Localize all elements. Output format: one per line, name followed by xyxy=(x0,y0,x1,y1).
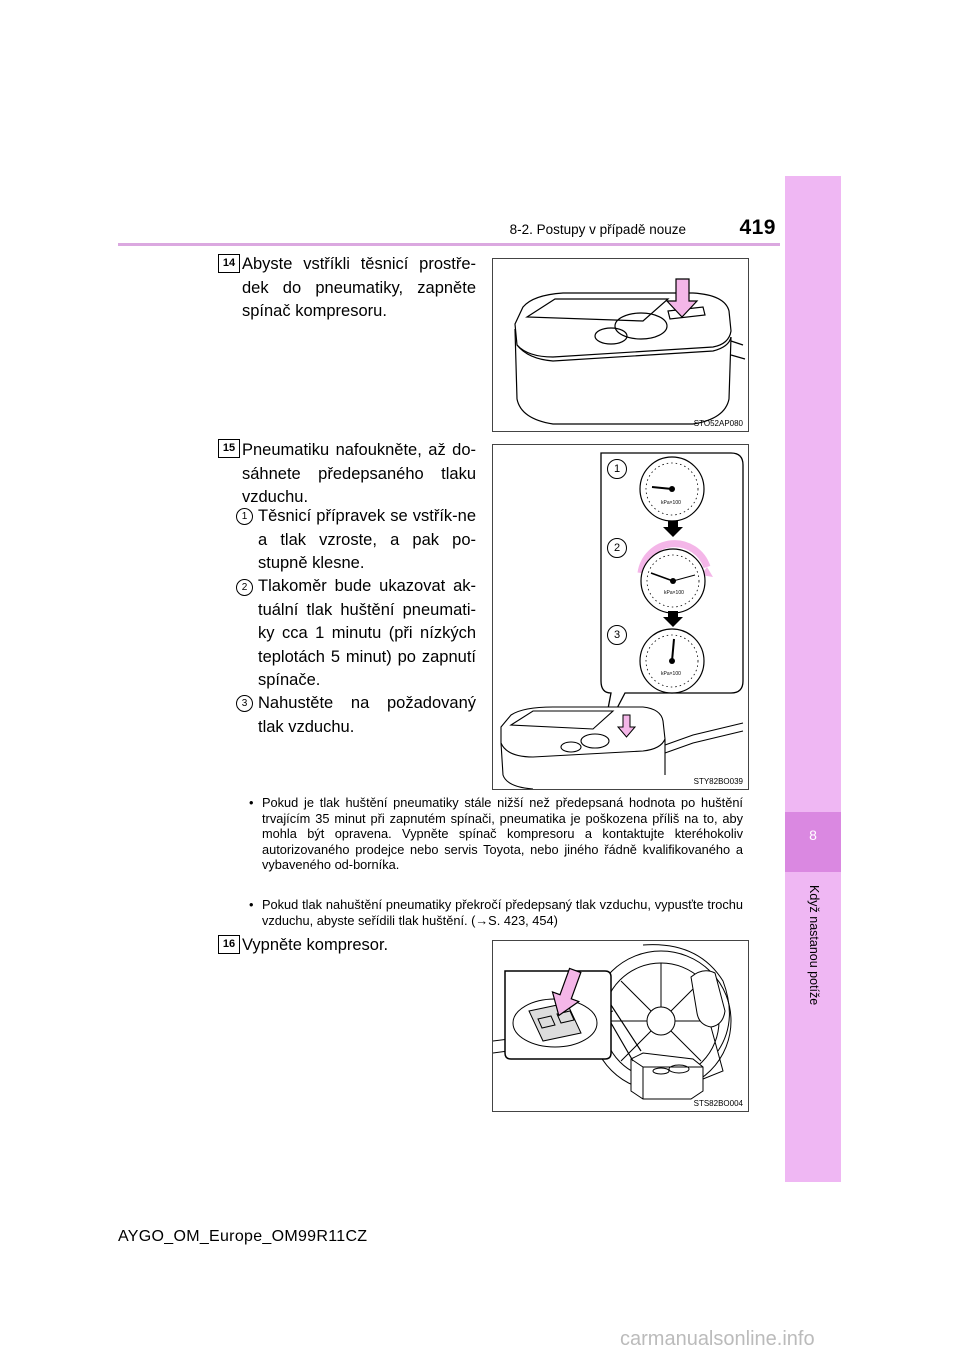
pressure-gauge-icon xyxy=(638,455,706,528)
chapter-title-text: Když nastanou potíže xyxy=(807,885,821,1006)
figure-gauge-sequence xyxy=(492,444,749,790)
step-15-text: Pneumatiku nafoukněte, až do-sáhnete předepsaného tlaku vzduchu. xyxy=(242,441,476,506)
figure-code: STY82BO039 xyxy=(693,777,743,786)
step-16-text: Vypněte kompresor. xyxy=(242,936,389,954)
page-number: 419 xyxy=(739,216,776,239)
wheel-compressor-illustration xyxy=(493,941,748,1111)
note-1 xyxy=(249,795,743,873)
step-badge-15: 15 xyxy=(218,439,240,458)
chapter-number: 8 xyxy=(809,827,817,843)
substep-marker-2: 2 xyxy=(236,577,253,596)
figure-code: STS82BO004 xyxy=(693,1099,743,1108)
pressure-gauge-rising-icon xyxy=(633,533,715,620)
gauge-2-unit: kPa×100 xyxy=(664,590,684,596)
figure-code: STO52AP080 xyxy=(693,419,743,428)
note-2 xyxy=(249,897,743,928)
substep-2-text: Tlakoměr bude ukazovat ak-tuální tlak huštění pneumati-ky cca 1 minutu (při nízkých teplotách 5 minut) po zapnutí spínače. xyxy=(258,577,476,689)
gauge-label-3: 3 xyxy=(607,625,627,645)
gauge-1-unit: kPa×100 xyxy=(661,500,681,506)
gauge-3-unit: kPa×100 xyxy=(661,671,681,677)
note-2-text: Pokud tlak nahuštění pneumatiky překročí předepsaný tlak vzduchu, vypusťte trochu vzduchu, abyste seřídili tlak huštění. (→S. 423, 454) xyxy=(262,897,743,928)
chapter-title xyxy=(783,885,843,1035)
watermark: carmanualsonline.info xyxy=(620,1328,815,1350)
document-code: AYGO_OM_Europe_OM99R11CZ xyxy=(118,1228,368,1245)
substep-3-text: Nahustěte na požadovaný tlak vzduchu. xyxy=(258,694,476,736)
note-1-text: Pokud je tlak huštění pneumatiky stále nižší než předepsaná hodnota po huštění trvajícím 35 minut při zapnutém spínači, pneumatika je poškozena příliš na to, aby mohla být opravena. Vypněte spínač kompresoru a kontaktujte kteréhokoliv autorizovaného prodejce nebo servis Toyota, nebo jiného řádně kvalifikovaného a vybaveného od-borníka. xyxy=(262,795,743,872)
step-badge-16: 16 xyxy=(218,935,240,954)
header-rule xyxy=(118,243,780,246)
substep-1-text: Těsnicí přípravek se vstřík-ne a tlak vzroste, a pak po-stupně klesne. xyxy=(258,507,476,572)
substep-marker-3: 3 xyxy=(236,693,253,712)
note-bullet: • xyxy=(249,795,254,810)
section-title: 8-2. Postupy v případě nouze xyxy=(509,222,686,237)
gauge-label-2: 2 xyxy=(607,538,627,558)
step-14-text: Abyste vstříkli těsnicí prostře-dek do pneumatiky, zapněte spínač kompresoru. xyxy=(242,255,476,320)
figure-compressor-switch xyxy=(492,258,749,432)
note-bullet: • xyxy=(249,897,254,912)
substep-marker-1: 1 xyxy=(236,506,253,525)
gauge-label-1: 1 xyxy=(607,459,627,479)
step-badge-14: 14 xyxy=(218,254,240,273)
compressor-illustration xyxy=(493,259,748,431)
pressure-gauge-final-icon xyxy=(638,627,706,700)
figure-switch-off xyxy=(492,940,749,1112)
